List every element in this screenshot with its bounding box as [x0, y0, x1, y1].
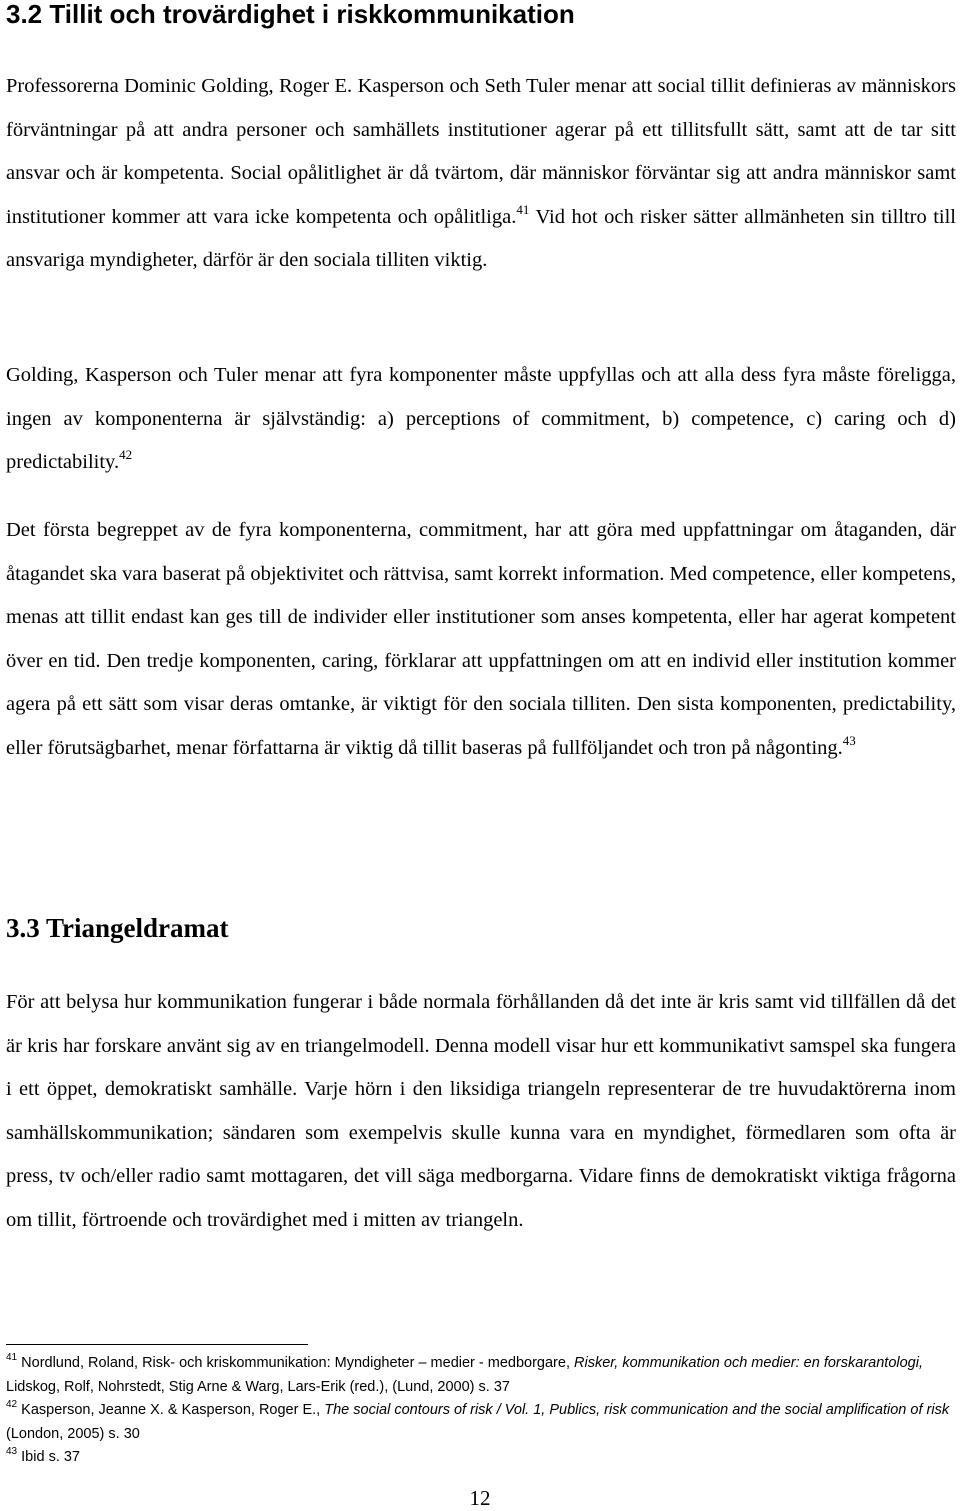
page-number: 12: [469, 1486, 491, 1510]
footnote-number: 41: [6, 1352, 18, 1363]
section-heading-3-2: 3.2 Tillit och trovärdighet i riskkommunikation: [6, 0, 575, 29]
paragraph-text-continued: Vid hot och risker sätter allmänheten sin tilltro till ansvariga myndigheter, därför är den sociala tilliten viktig.: [6, 205, 957, 271]
footnote-number: 42: [6, 1399, 18, 1410]
section-heading-3-3: 3.3 Triangeldramat: [6, 913, 229, 943]
footnote-title: Risker, kommunikation och medier: en forskarantologi,: [574, 1355, 923, 1371]
footnote-number: 43: [6, 1446, 18, 1457]
paragraph-social-trust: [6, 65, 956, 283]
footnote-separator: [6, 1344, 308, 1345]
paragraph-component-definitions: [6, 509, 956, 770]
paragraph-four-components: [6, 354, 956, 485]
footnote-text-continued: (London, 2005) s. 30: [6, 1425, 140, 1442]
footnote-text: Ibid s. 37: [21, 1449, 80, 1465]
footnotes: [6, 1352, 958, 1470]
footnote-text-continued: Lidskog, Rolf, Nohrstedt, Stig Arne & Warg, Lars-Erik (red.), (Lund, 2000) s. 37: [6, 1378, 510, 1395]
footnote-reference[interactable]: 41: [516, 201, 530, 217]
footnote-43: [6, 1446, 958, 1470]
paragraph-triangle-model: [6, 981, 956, 1242]
footnote-reference[interactable]: 43: [842, 732, 856, 748]
paragraph-text: För att belysa hur kommunikation fungerar i både normala förhållanden då det inte är kris samt vid tillfällen då det är kris har forskare använt sig av en triangelmodell. Denna modell visar hur ett kommunikativt samspel ska fungera i ett öppet, demokratiskt samhälle. Varje hörn i den liksidiga triangeln representerar de tre huvudaktörerna inom samhällskommunikation; sändaren som exempelvis skulle kunna vara en myndighet, förmedlaren som ofta är press, tv och/eller radio samt mottagaren, det vill säga medborgarna. Vidare finns de demokratiskt viktiga frågorna om tillit, förtroende och trovärdighet med i mitten av triangeln.: [6, 991, 956, 1231]
paragraph-text: Professorerna Dominic Golding, Roger E. Kasperson och Seth Tuler menar att social tillit definieras av människors förväntningar på att andra personer och samhällets institutioner agerar på ett tillitsfullt sätt, samt att de tar sitt ansvar och är kompetenta. Social opålitlighet är då tvärtom, där människor förväntar sig att andra människor samt institutioner kommer att vara icke kompetenta och opålitliga.: [6, 75, 956, 228]
footnote-41: [6, 1352, 958, 1399]
footnote-title: The social contours of risk / Vol. 1, Publics, risk communication and the social amplification of risk: [324, 1402, 950, 1418]
paragraph-text: Det första begreppet av de fyra komponenterna, commitment, har att göra med uppfattningar om åtaganden, där åtagandet ska vara baserat på objektivitet och rättvisa, samt korrekt information. Med competence, eller kompetens, menas att tillit endast kan ges till de individer eller institutioner som anses kompetenta, eller har agerat kompetent över en tid. Den tredje komponenten, caring, förklarar att uppfattningen om att en individ eller institution kommer agera på ett sätt som visar deras omtanke, är viktigt för den sociala tilliten. Den sista komponenten, predictability, eller förutsägbarhet, menar författarna är viktig då tillit baseras på fullföljandet och tron på någonting.: [6, 519, 956, 759]
paragraph-text: Golding, Kasperson och Tuler menar att fyra komponenter måste uppfyllas och att alla dess fyra måste föreligga, ingen av komponenterna är självständig: a) perceptions of commitment, b) competence, c) caring och d) predictability.: [6, 364, 956, 473]
footnote-text: Nordlund, Roland, Risk- och kriskommunikation: Myndigheter – medier - medborgare,: [21, 1355, 575, 1371]
footnote-text: Kasperson, Jeanne X. & Kasperson, Roger E.,: [21, 1402, 325, 1418]
footnote-42: [6, 1399, 958, 1446]
footnote-reference[interactable]: 42: [119, 447, 133, 462]
